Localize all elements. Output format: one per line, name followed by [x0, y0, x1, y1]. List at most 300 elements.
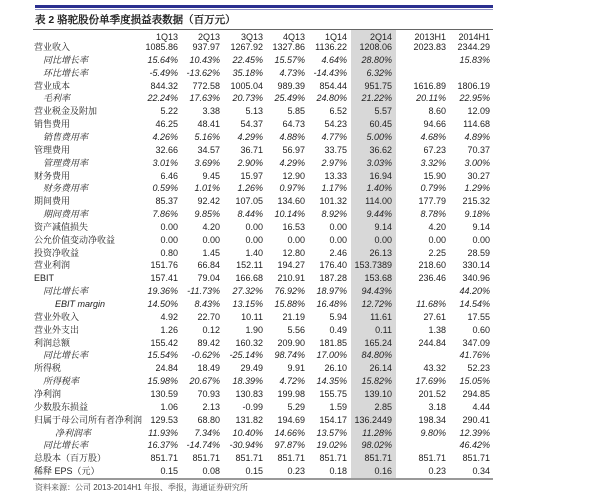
table-row: [33, 41, 493, 54]
table-cell: 15.64%: [147, 54, 178, 65]
table-cell: 210.91: [277, 273, 305, 284]
table-cell: 44.20%: [459, 286, 490, 297]
table-cell: 17.00%: [316, 350, 347, 361]
table-cell: 199.98: [277, 388, 305, 399]
table-cell: 9.18%: [464, 209, 490, 220]
table-cell: 1085.86: [145, 42, 178, 52]
table-cell: 1.59: [329, 401, 347, 412]
table-row: [33, 452, 493, 465]
column-header: 2Q14: [369, 32, 392, 42]
table-cell: 2.13: [202, 401, 220, 412]
table-cell: 41.76%: [459, 350, 490, 361]
table-cell: 68.80: [197, 414, 220, 425]
table-cell: 19.36%: [147, 286, 178, 297]
table-cell: 32.66: [155, 144, 178, 155]
row-label: 营业税金及附加: [34, 106, 98, 117]
row-label: 稀释 EPS（元）: [34, 466, 100, 477]
table-row: [33, 157, 493, 170]
table-cell: 64.73: [282, 119, 305, 130]
table-cell: 36.71: [240, 144, 263, 155]
table-cell: 3.18: [428, 401, 446, 412]
table-cell: 10.11: [241, 311, 263, 322]
table-cell: 35.18%: [232, 67, 263, 78]
table-cell: 15.05%: [459, 376, 490, 387]
table-cell: 4.89%: [464, 131, 490, 142]
column-header: 2013H1: [414, 32, 446, 42]
table-cell: 4.64%: [321, 54, 347, 65]
table-cell: 20.73%: [232, 93, 263, 104]
table-cell: 1.40: [245, 247, 263, 258]
table-row: [33, 414, 493, 427]
table-row: [33, 311, 493, 324]
table-cell: 851.71: [235, 453, 263, 464]
table-cell: 16.37%: [147, 440, 178, 451]
row-label: 毛利率: [43, 93, 71, 104]
table-cell: 15.82%: [361, 376, 392, 387]
table-cell: 22.95%: [459, 93, 490, 104]
table-cell: 16.53: [282, 221, 305, 232]
table-cell: 8.92%: [321, 209, 347, 220]
table-row: [33, 337, 493, 350]
table-cell: 7.86%: [152, 209, 178, 220]
table-cell: 215.32: [462, 196, 490, 207]
table-cell: 12.90: [282, 170, 305, 181]
table-row: [33, 105, 493, 118]
table-cell: 56.97: [282, 144, 305, 155]
table-cell: 0.23: [287, 466, 305, 477]
table-cell: 17.55: [467, 311, 490, 322]
table-cell: 844.32: [150, 80, 178, 91]
row-label: 管理费用: [34, 144, 71, 155]
table-cell: 0.16: [374, 466, 392, 477]
row-label: 同比增长率: [43, 350, 89, 361]
row-label: 同比增长率: [43, 286, 89, 297]
table-cell: 12.09: [467, 106, 490, 117]
table-cell: 772.58: [192, 80, 220, 91]
table-cell: 198.34: [418, 414, 446, 425]
table-cell: 0.18: [329, 466, 347, 477]
table-cell: 194.27: [277, 260, 305, 271]
table-cell: 7.34%: [194, 427, 220, 438]
table-cell: 18.49: [197, 363, 220, 374]
table-cell: 6.46: [160, 170, 178, 181]
table-row: [33, 144, 493, 157]
table-cell: 13.57%: [316, 427, 347, 438]
row-label: 所得税率: [43, 376, 80, 387]
table-cell: 4.20: [202, 221, 220, 232]
table-cell: 152.11: [236, 260, 263, 271]
table-cell: 153.7389: [354, 260, 392, 271]
row-label: 总股本（百万股）: [34, 453, 107, 464]
row-label: 公允价值变动净收益: [34, 234, 116, 245]
table-row: [33, 427, 493, 440]
table-cell: 0.49: [329, 324, 347, 335]
table-cell: 8.43%: [194, 299, 220, 309]
table-cell: 0.34: [472, 466, 490, 477]
table-row: [33, 208, 493, 221]
table-cell: 4.73%: [279, 67, 305, 78]
table-cell: -25.14%: [229, 350, 263, 361]
table-cell: 66.84: [197, 260, 220, 271]
table-cell: -11.73%: [187, 286, 220, 297]
table-cell: 851.71: [364, 453, 392, 464]
row-label: 营业收入: [34, 42, 71, 52]
table-cell: 851.71: [462, 453, 490, 464]
table-cell: 2.25: [428, 247, 446, 258]
table-cell: 54.23: [324, 119, 347, 130]
table-cell: 16.48%: [316, 299, 347, 309]
table-cell: 98.02%: [361, 440, 392, 451]
table-cell: 70.37: [467, 144, 490, 155]
table-row: [33, 349, 493, 362]
table-cell: 22.45%: [232, 54, 263, 65]
table-cell: 4.20: [428, 221, 446, 232]
table-cell: 76.92%: [274, 286, 305, 297]
table-cell: 29.49: [240, 363, 263, 374]
row-label: 净利润率: [55, 427, 92, 438]
table-cell: 139.10: [364, 388, 392, 399]
table-cell: 5.94: [329, 311, 347, 322]
row-label: 营业外支出: [34, 324, 80, 335]
table-cell: 937.97: [192, 42, 220, 52]
table-cell: 3.00%: [464, 157, 490, 168]
table-cell: 851.71: [277, 453, 305, 464]
table-row: [33, 285, 493, 298]
table-cell: 8.60: [428, 106, 446, 117]
table-cell: 22.24%: [147, 93, 178, 104]
table-cell: 160.32: [235, 337, 263, 348]
table-cell: 851.71: [319, 453, 347, 464]
table-cell: 5.57: [374, 106, 392, 117]
table-row: [33, 131, 493, 144]
table-cell: -5.49%: [149, 67, 178, 78]
table-cell: 3.01%: [152, 157, 178, 168]
table-cell: 5.16%: [194, 131, 220, 142]
table-cell: 0.11: [375, 324, 392, 335]
table-cell: 26.14: [369, 363, 392, 374]
table-cell: 18.39%: [232, 376, 263, 387]
table-cell: 0.59%: [152, 183, 178, 194]
table-cell: 851.71: [418, 453, 446, 464]
table-cell: 129.53: [150, 414, 178, 425]
table-cell: 20.67%: [189, 376, 220, 387]
table-cell: 11.93%: [148, 427, 178, 438]
table-cell: 4.72%: [279, 376, 305, 387]
table-cell: 1.17%: [321, 183, 347, 194]
table-row: [33, 221, 493, 234]
column-header: 2Q13: [197, 32, 220, 42]
table-cell: 14.54%: [459, 299, 490, 309]
table-cell: 0.00: [428, 234, 446, 245]
table-cell: 851.71: [150, 453, 178, 464]
row-label: 营业成本: [34, 80, 71, 91]
table-title: 表 2 骆驼股份单季度损益表数据（百万元）: [35, 14, 236, 26]
table-cell: 54.37: [240, 119, 263, 130]
table-cell: 15.88%: [274, 299, 305, 309]
table-cell: 951.75: [364, 80, 392, 91]
column-header: 3Q13: [240, 32, 263, 42]
table-row: [33, 298, 493, 311]
table-cell: 130.59: [150, 388, 178, 399]
row-label: EBIT margin: [55, 299, 106, 309]
table-cell: 10.43%: [189, 54, 220, 65]
table-cell: 194.69: [277, 414, 305, 425]
table-cell: 46.42%: [459, 440, 490, 451]
table-cell: 154.17: [319, 414, 347, 425]
table-cell: 114.68: [463, 119, 490, 130]
table-cell: 1208.06: [359, 42, 392, 52]
table-cell: 17.63%: [189, 93, 220, 104]
table-cell: 13.33: [324, 170, 347, 181]
table-cell: 209.90: [277, 337, 305, 348]
row-label: 同比增长率: [43, 54, 89, 65]
table-cell: 2.90%: [237, 157, 263, 168]
table-cell: 244.84: [418, 337, 446, 348]
table-top-border: [33, 29, 493, 30]
table-cell: 27.61: [423, 311, 446, 322]
table-cell: 1327.86: [272, 42, 305, 52]
table-cell: 0.08: [202, 466, 220, 477]
row-label: 净利润: [34, 388, 62, 399]
table-cell: 4.68%: [420, 131, 446, 142]
table-cell: 25.49%: [274, 93, 305, 104]
table-cell: 3.32%: [420, 157, 446, 168]
table-cell: 14.50%: [147, 299, 178, 309]
header-rule-thin: [35, 9, 493, 10]
table-cell: 98.74%: [274, 350, 305, 361]
table-cell: 85.37: [155, 196, 178, 207]
table-cell: -14.74%: [186, 440, 220, 451]
table-cell: 26.10: [324, 363, 347, 374]
table-cell: 4.29%: [279, 157, 305, 168]
table-row: [33, 80, 493, 93]
table-cell: 20.11%: [416, 93, 446, 104]
row-label: 少数股东损益: [34, 401, 89, 412]
table-cell: 2344.29: [457, 42, 490, 52]
table-cell: 9.14: [374, 221, 392, 232]
table-cell: 2.97%: [321, 157, 347, 168]
table-cell: 6.32%: [366, 67, 392, 78]
table-cell: 12.72%: [361, 299, 392, 309]
table-cell: 101.32: [319, 196, 347, 207]
table-cell: 236.46: [418, 273, 446, 284]
table-cell: 30.27: [467, 170, 490, 181]
table-cell: 21.22%: [361, 93, 392, 104]
table-cell: 12.39%: [459, 427, 490, 438]
table-cell: 2023.83: [413, 42, 446, 52]
table-cell: 0.00: [287, 234, 305, 245]
row-label: 销售费用率: [43, 131, 89, 142]
table-cell: 851.71: [192, 453, 220, 464]
table-cell: 340.96: [462, 273, 490, 284]
table-row: [33, 324, 493, 337]
table-cell: 0.60: [472, 324, 490, 335]
table-row: [33, 67, 493, 80]
column-header: 1Q14: [324, 32, 347, 42]
table-row: [33, 54, 493, 67]
column-header: 1Q13: [155, 32, 178, 42]
table-cell: 166.68: [235, 273, 263, 284]
table-cell: 0.00: [160, 221, 178, 232]
table-cell: 70.93: [197, 388, 220, 399]
table-cell: 1.38: [428, 324, 446, 335]
table-cell: 36.62: [369, 144, 392, 155]
table-cell: 6.52: [329, 106, 347, 117]
table-cell: 5.85: [287, 106, 305, 117]
table-cell: 8.44%: [237, 209, 263, 220]
table-cell: 5.00%: [366, 131, 392, 142]
table-cell: 151.76: [150, 260, 178, 271]
table-cell: 0.00: [329, 221, 347, 232]
row-label: 财务费用: [34, 170, 71, 181]
table-cell: 15.98%: [147, 376, 178, 387]
table-cell: 201.52: [418, 388, 446, 399]
table-cell: 13.15%: [232, 299, 263, 309]
table-row: [33, 388, 493, 401]
table-cell: 28.80%: [361, 54, 392, 65]
table-cell: 3.03%: [366, 157, 392, 168]
table-cell: 1005.04: [230, 80, 263, 91]
table-row: [33, 259, 493, 272]
table-cell: 67.23: [423, 144, 446, 155]
table-cell: 24.80%: [316, 93, 347, 104]
row-label: 同比增长率: [43, 440, 89, 451]
row-label: 销售费用: [34, 119, 71, 130]
table-cell: 10.40%: [232, 427, 263, 438]
table-cell: 34.57: [197, 144, 220, 155]
column-header: 4Q13: [282, 32, 305, 42]
table-cell: 1.29%: [464, 183, 490, 194]
table-cell: 0.23: [428, 466, 446, 477]
source-note: 资料来源：公司 2013-2014H1 年报、季报，海通证券研究所: [35, 483, 248, 492]
table-cell: 89.42: [197, 337, 220, 348]
table-cell: 0.00: [245, 221, 263, 232]
table-cell: 1.90: [245, 324, 263, 335]
row-label: 环比增长率: [43, 67, 89, 78]
table-cell: 22.70: [197, 311, 220, 322]
table-cell: 0.15: [160, 466, 178, 477]
table-cell: 9.85%: [194, 209, 220, 220]
table-cell: 14.35%: [316, 376, 347, 387]
table-cell: 17.69%: [415, 376, 446, 387]
table-cell: 9.14: [472, 221, 490, 232]
row-label: 归属于母公司所有者净利润: [34, 414, 143, 425]
table-cell: 5.13: [245, 106, 263, 117]
table-cell: 1806.19: [457, 80, 490, 91]
table-cell: 2.46: [329, 247, 347, 258]
table-cell: 1136.22: [315, 42, 347, 52]
table-row: [33, 247, 493, 260]
table-cell: 4.77%: [321, 131, 347, 142]
table-cell: 1.06: [160, 401, 178, 412]
table-cell: 854.44: [319, 80, 347, 91]
table-cell: 24.84: [155, 363, 178, 374]
table-cell: 4.44: [472, 401, 490, 412]
table-cell: 15.54%: [147, 350, 178, 361]
table-cell: 43.32: [423, 363, 446, 374]
table-cell: 19.02%: [316, 440, 347, 451]
table-cell: 5.29: [287, 401, 305, 412]
table-cell: 1267.92: [230, 42, 263, 52]
table-cell: 155.42: [150, 337, 178, 348]
table-cell: 11.28%: [362, 427, 392, 438]
table-row: [33, 170, 493, 183]
table-cell: 0.97%: [279, 183, 305, 194]
table-cell: 0.00: [329, 234, 347, 245]
table-row: [33, 92, 493, 105]
table-cell: 21.19: [282, 311, 305, 322]
table-cell: 294.85: [462, 388, 490, 399]
table-cell: 52.23: [467, 363, 490, 374]
table-row: [33, 362, 493, 375]
table-cell: 33.75: [324, 144, 347, 155]
table-row: [33, 195, 493, 208]
table-row: [33, 182, 493, 195]
table-cell: 989.39: [277, 80, 305, 91]
table-cell: -14.43%: [313, 67, 347, 78]
table-cell: 130.83: [235, 388, 263, 399]
row-label: 所得税: [34, 363, 62, 374]
table-cell: 4.88%: [279, 131, 305, 142]
table-cell: 16.94: [369, 170, 392, 181]
table-row: [33, 234, 493, 247]
table-cell: 15.90: [423, 170, 446, 181]
table-cell: 60.45: [369, 119, 392, 130]
table-cell: 4.26%: [152, 131, 178, 142]
table-cell: 1.01%: [194, 183, 220, 194]
table-cell: 4.29%: [237, 131, 263, 142]
table-cell: 347.09: [462, 337, 490, 348]
table-cell: 46.25: [155, 119, 178, 130]
table-cell: 107.05: [235, 196, 263, 207]
table-cell: 0.00: [472, 234, 490, 245]
table-cell: 5.56: [287, 324, 305, 335]
table-cell: 3.69%: [194, 157, 220, 168]
table-cell: 94.43%: [361, 286, 392, 297]
column-header: 2014H1: [458, 32, 490, 42]
table-cell: 26.13: [369, 247, 392, 258]
table-cell: 11.68%: [416, 299, 446, 309]
table-cell: 15.97: [240, 170, 263, 181]
table-cell: 9.44%: [366, 209, 392, 220]
table-cell: 8.78%: [420, 209, 446, 220]
row-label: 管理费用率: [43, 157, 89, 168]
table-cell: 114.00: [365, 196, 392, 207]
table-cell: 94.66: [423, 119, 446, 130]
table-cell: -13.62%: [186, 67, 220, 78]
table-cell: 14.66%: [274, 427, 305, 438]
table-cell: 136.2449: [354, 414, 392, 425]
row-label: 期间费用: [34, 196, 71, 207]
table-cell: 0.00: [160, 234, 178, 245]
table-cell: 290.41: [462, 414, 490, 425]
table-cell: 4.92: [160, 311, 178, 322]
table-cell: 1.26: [160, 324, 178, 335]
table-cell: 48.41: [197, 119, 220, 130]
table-cell: 1.40%: [366, 183, 392, 194]
table-cell: 79.04: [197, 273, 220, 284]
table-cell: 0.00: [374, 234, 392, 245]
table-cell: 92.42: [197, 196, 220, 207]
table-row: [33, 118, 493, 131]
table-cell: 218.60: [418, 260, 446, 271]
row-label: 营业利润: [34, 260, 71, 271]
table-cell: 155.75: [319, 388, 347, 399]
table-cell: 0.00: [202, 234, 220, 245]
table-cell: 0.79%: [420, 183, 446, 194]
table-cell: 2.85: [374, 401, 392, 412]
table-cell: -0.99: [242, 401, 263, 412]
